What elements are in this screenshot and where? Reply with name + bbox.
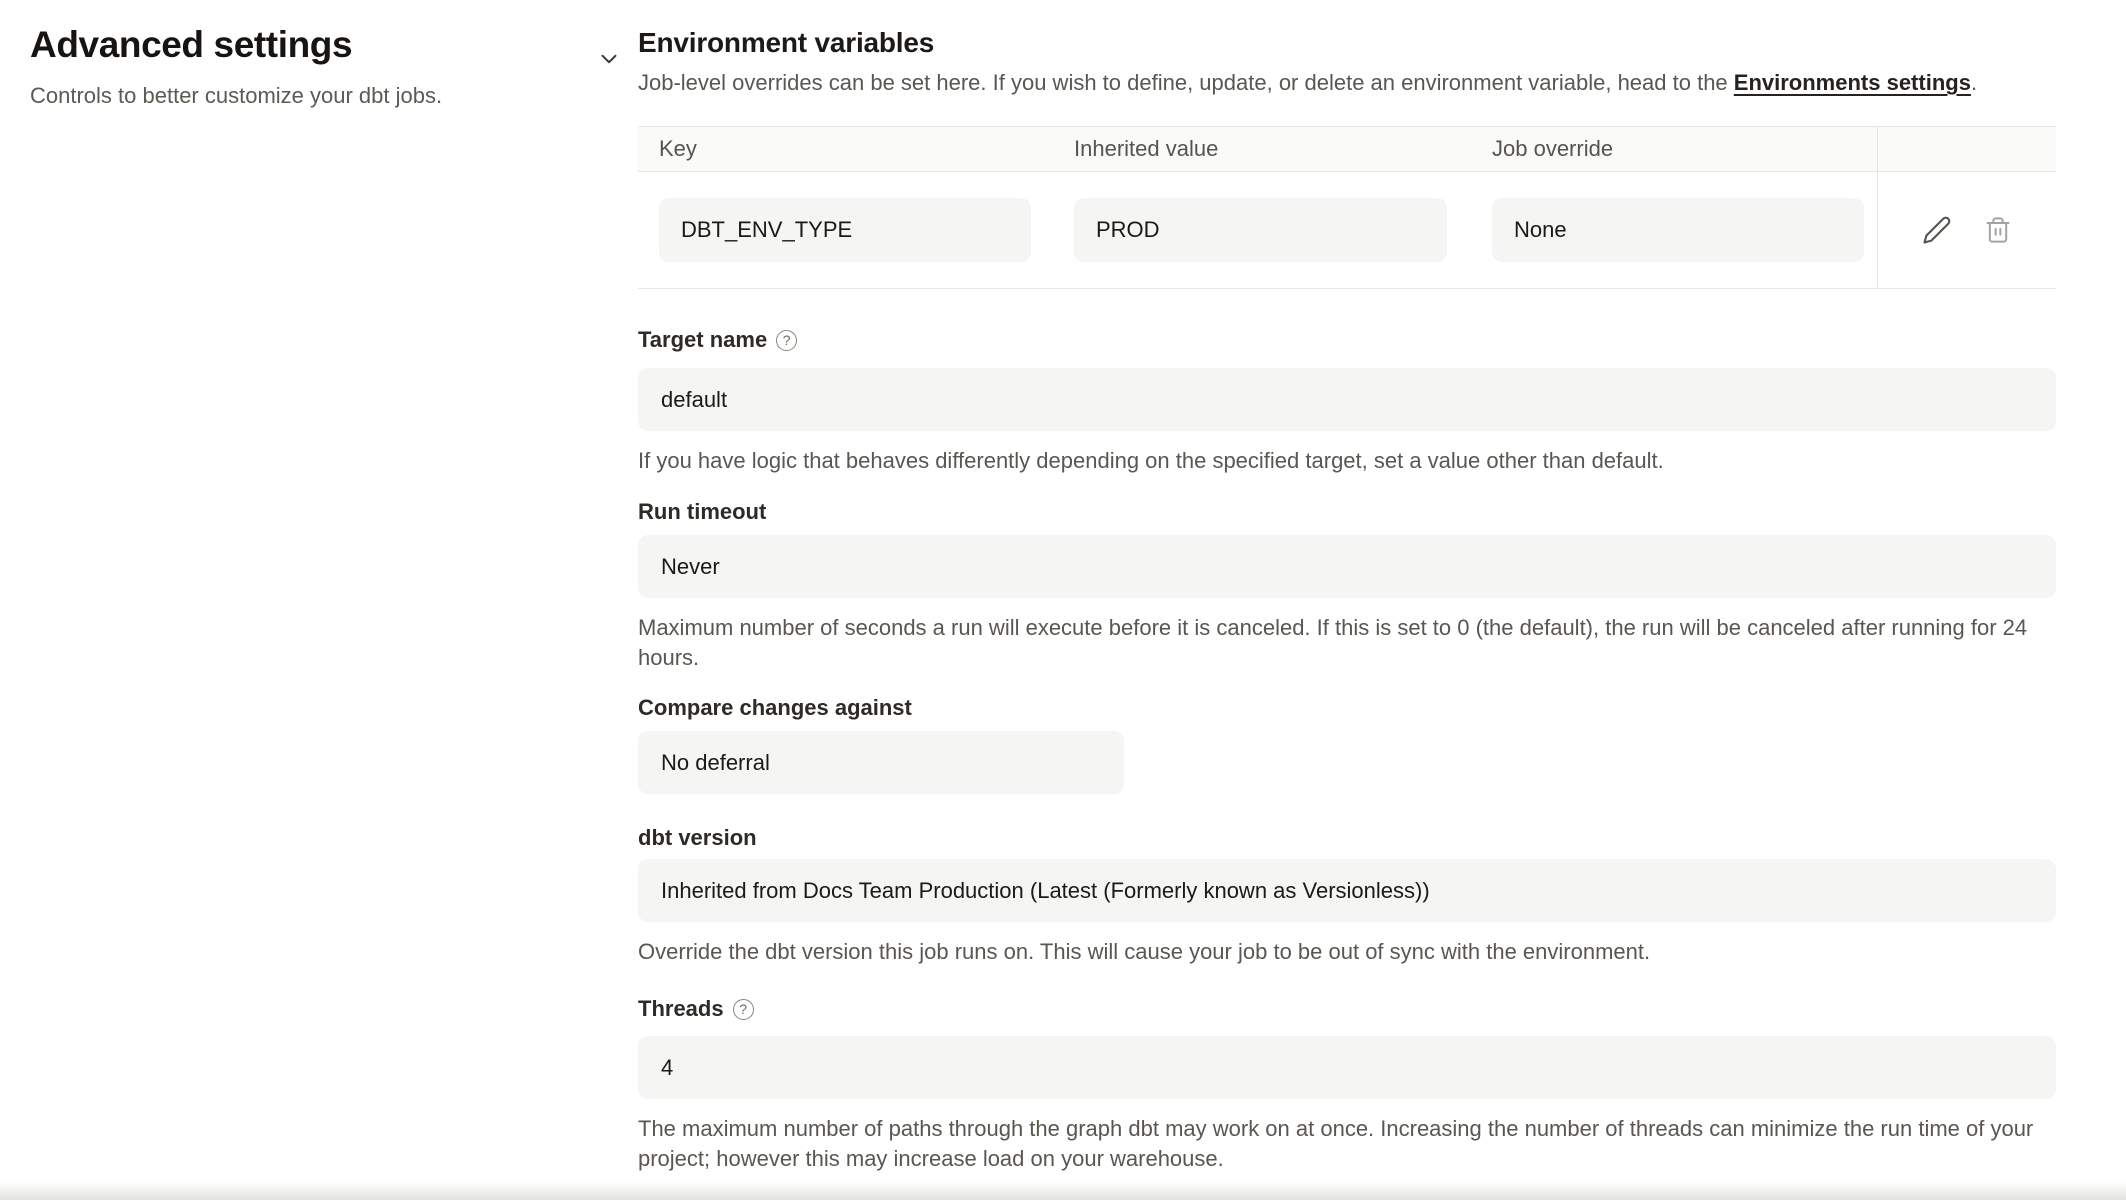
bottom-scroll-fade (0, 1182, 2126, 1200)
target-name-label-row (638, 326, 2056, 354)
env-vars-table-header (638, 127, 2056, 172)
environments-settings-link[interactable]: Environments settings (1733, 70, 1971, 95)
compare-changes-label-row (638, 694, 2056, 722)
run-timeout-input[interactable]: Never (638, 535, 2056, 598)
env-var-override-input[interactable]: None (1492, 198, 1864, 262)
env-var-inherited-cell (1074, 172, 1492, 288)
compare-changes-field (638, 694, 2056, 794)
env-vars-description (638, 70, 2056, 96)
target-name-label: Target name (638, 327, 768, 352)
collapse-section-button[interactable] (596, 46, 622, 72)
column-header-actions (1877, 127, 2056, 171)
threads-helper: The maximum number of paths through the graph dbt may work on at once. Increasing the number of threads can minimize the run time of your project; however this may increase load on your warehouse. (638, 1116, 2034, 1171)
dbt-version-select[interactable]: Inherited from Docs Team Production (Latest (Formerly known as Versionless)) (638, 859, 2056, 922)
column-header-job-override: Job override (1492, 136, 1614, 161)
dbt-version-label-row (638, 824, 2056, 852)
env-var-override-cell (1492, 172, 1877, 288)
dbt-version-label: dbt version (638, 825, 757, 850)
threads-input[interactable]: 4 (638, 1036, 2056, 1099)
trash-icon (1984, 216, 2012, 244)
compare-changes-label: Compare changes against (638, 695, 912, 720)
column-header-key: Key (659, 136, 697, 161)
compare-changes-select[interactable]: No deferral (638, 731, 1124, 794)
threads-field (638, 995, 2056, 1174)
target-name-field (638, 326, 2056, 476)
help-circle-icon[interactable]: ? (733, 999, 754, 1020)
help-circle-icon[interactable]: ? (776, 330, 797, 351)
edit-env-var-button[interactable] (1922, 215, 1952, 245)
dbt-version-helper: Override the dbt version this job runs on. This will cause your job to be out of sync with the environment. (638, 939, 1651, 964)
advanced-settings-panel-header (0, 0, 638, 110)
table-row (638, 172, 2056, 288)
advanced-settings-content (638, 0, 2056, 1174)
env-var-key-cell (638, 172, 1074, 288)
pencil-icon (1922, 215, 1952, 245)
delete-env-var-button[interactable] (1984, 216, 2012, 244)
advanced-settings-text-block (30, 24, 442, 110)
run-timeout-field (638, 498, 2056, 673)
env-vars-heading: Environment variables (638, 27, 935, 58)
target-name-helper: If you have logic that behaves differently depending on the specified target, set a value other than default. (638, 448, 1664, 473)
env-vars-description-period: . (1970, 70, 1978, 95)
dbt-version-field (638, 824, 2056, 967)
env-var-key-input[interactable]: DBT_ENV_TYPE (659, 198, 1031, 262)
chevron-down-icon (596, 46, 622, 72)
run-timeout-label-row (638, 498, 2056, 526)
threads-label-row (638, 995, 2056, 1023)
threads-label: Threads (638, 996, 724, 1021)
run-timeout-label: Run timeout (638, 499, 767, 524)
run-timeout-helper: Maximum number of seconds a run will execute before it is canceled. If this is set to 0 (the default), the run will be canceled after running for 24 hours. (638, 615, 2028, 670)
env-vars-table (638, 126, 2056, 289)
env-vars-description-text: Job-level overrides can be set here. If you wish to define, update, or delete an environment variable, head to the (638, 70, 1734, 95)
page-subtitle: Controls to better customize your dbt jobs. (30, 82, 443, 108)
env-var-inherited-input[interactable]: PROD (1074, 198, 1447, 262)
column-header-inherited-value: Inherited value (1074, 136, 1219, 161)
page-title: Advanced settings (30, 24, 353, 65)
target-name-input[interactable]: default (638, 368, 2056, 431)
env-var-actions-cell (1877, 172, 2056, 288)
